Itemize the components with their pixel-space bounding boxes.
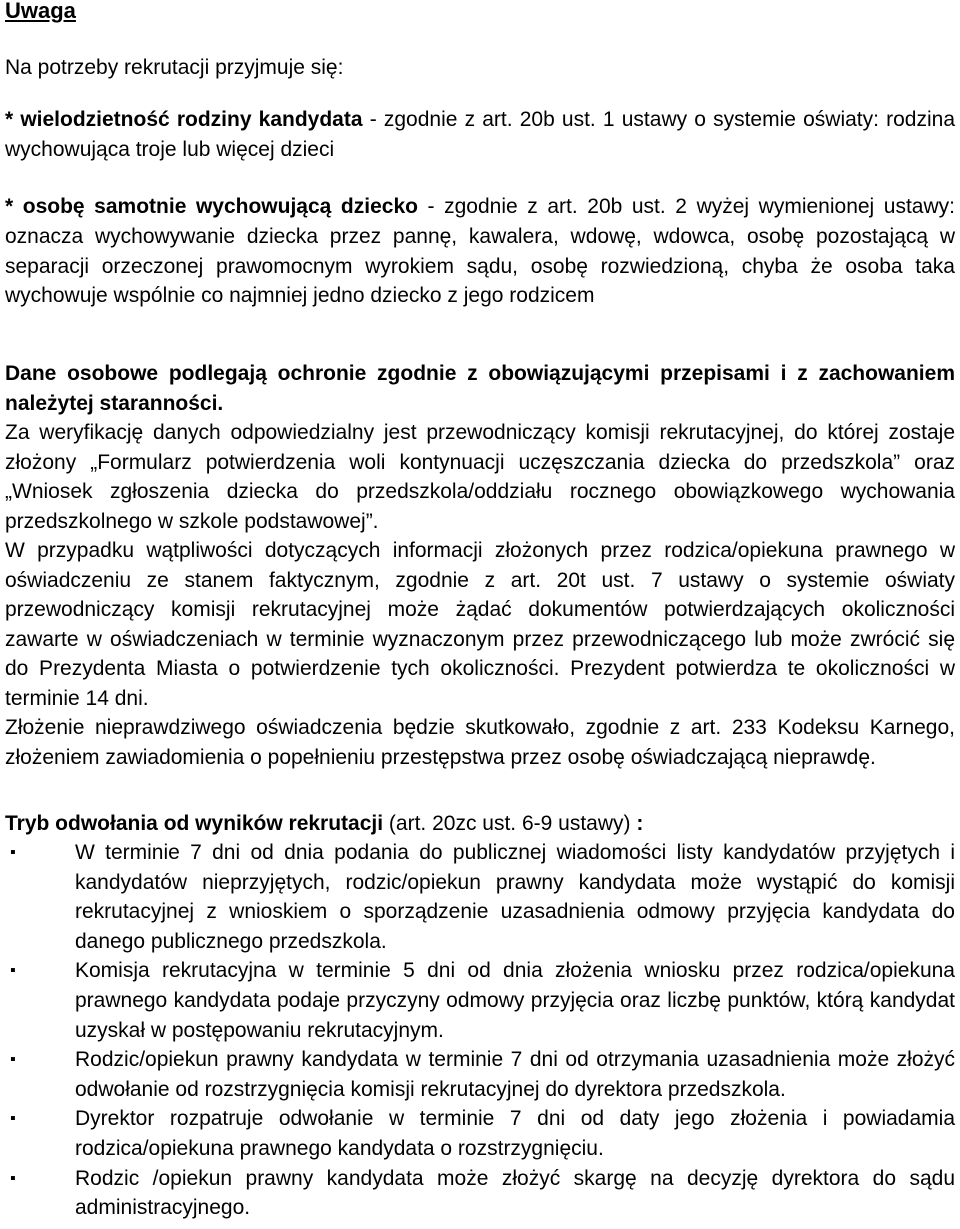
paragraph-single-parent	[5, 192, 955, 311]
appeal-list-container	[5, 838, 955, 1223]
appeal-list	[5, 838, 955, 1223]
list-item-text: Dyrektor rozpatruje odwołanie w terminie 7 dni od daty jego złożenia i powiadamia rodzica/opiekuna prawnego kandydata o rozstrzygnięciu.	[75, 1107, 955, 1160]
definition-single-parent: - zgodnie z art. 20b ust. 2 wyżej wymienionej ustawy: oznacza wychowywanie dziecka przez pannę, kawalera, wdowę, wdowca, osobę pozostającą w separacji orzeczonej prawomocnym wyrokiem sądu, osobę rozwiedzioną, chyba że osoba taka wychowuje wspólnie co najmniej jedno dziecko z jego rodzicem	[5, 195, 955, 308]
term-large-family: * wielodzietność rodziny kandydata	[5, 108, 363, 131]
list-item	[5, 1104, 955, 1163]
data-protection-notice: Dane osobowe podlegają ochronie zgodnie z obowiązującymi przepisami i z zachowaniem należytej staranności.	[5, 362, 955, 415]
list-item-text: Rodzic/opiekun prawny kandydata w terminie 7 dni od otrzymania uzasadnienia może złożyć odwołanie od rozstrzygnięcia komisji rekrutacyjnej do dyrektora przedszkola.	[75, 1048, 955, 1101]
list-item-text: Komisja rekrutacyjna w terminie 5 dni od dnia złożenia wniosku przez rodzica/opiekuna prawnego kandydata podaje przyczyny odmowy przyjęcia oraz liczbę punktów, którą kandydat uzyskał w postępowaniu rekrutacyjnym.	[75, 959, 955, 1042]
false-statement-paragraph: Złożenie nieprawdziwego oświadczenia będzie skutkowało, zgodnie z art. 233 Kodeksu Karnego, złożeniem zawiadomienia o popełnieniu przestępstwa przez osobę oświadczającą nieprawdę.	[5, 716, 955, 769]
intro-text: Na potrzeby rekrutacji przyjmuje się:	[5, 56, 344, 79]
appeal-heading-bold: Tryb odwołania od wyników rekrutacji	[5, 812, 384, 835]
square-bullet-icon	[10, 1045, 16, 1075]
definition-large-family: - zgodnie z art. 20b ust. 1 ustawy o systemie oświaty: rodzina wychowująca troje lub więcej dzieci	[5, 108, 955, 161]
heading-uwaga: Uwaga	[5, 0, 76, 23]
paragraph-large-family	[5, 105, 955, 165]
list-item	[5, 956, 955, 1045]
list-item	[5, 1164, 955, 1223]
list-item-text: W terminie 7 dni od dnia podania do publicznej wiadomości listy kandydatów przyjętych i kandydatów nieprzyjętych, rodzic/opiekun prawny kandydata może wystąpić do komisji rekrutacyjnej z wnioskiem o sporządzenie uzasadnienia odmowy przyjęcia kandydata do danego publicznego przedszkola.	[75, 841, 955, 953]
list-item-text: Rodzic /opiekun prawny kandydata może złożyć skargę na decyzję dyrektora do sądu administracyjnego.	[75, 1166, 955, 1220]
square-bullet-icon	[10, 1104, 16, 1134]
appeal-heading-colon: :	[636, 812, 644, 835]
square-bullet-icon	[10, 956, 16, 986]
verification-paragraph: Za weryfikację danych odpowiedzialny jest przewodniczący komisji rekrutacyjnej, do której zostaje złożony „Formularz potwierdzenia woli kontynuacji uczęszczania dziecka do przedszkola” oraz „Wniosek zgłoszenia dziecka do przedszkola/oddziału rocznego obowiązkowego wychowania przedszkolnego w szkole podstawowej”.	[5, 421, 955, 533]
square-bullet-icon	[10, 838, 16, 868]
square-bullet-icon	[10, 1164, 16, 1194]
appeal-heading	[5, 809, 955, 839]
list-item	[5, 838, 955, 956]
term-single-parent: * osobę samotnie wychowującą dziecko	[5, 195, 418, 218]
list-item	[5, 1045, 955, 1104]
doubts-paragraph: W przypadku wątpliwości dotyczących informacji złożonych przez rodzica/opiekuna prawnego w oświadczeniu ze stanem faktycznym, zgodnie z art. 20t ust. 7 ustawy o systemie oświaty przewodniczący komisji rekrutacyjnej może żądać dokumentów potwierdzających okoliczności zawarte w oświadczeniach w terminie wyznaczonym przez przewodniczącego lub może zwrócić się do Prezydenta Miasta o potwierdzenie tych okoliczności. Prezydent potwierdza te okoliczności w terminie 14 dni.	[5, 539, 955, 710]
appeal-heading-reference: (art. 20zc ust. 6-9 ustawy)	[383, 812, 637, 835]
data-protection-section	[5, 359, 955, 772]
